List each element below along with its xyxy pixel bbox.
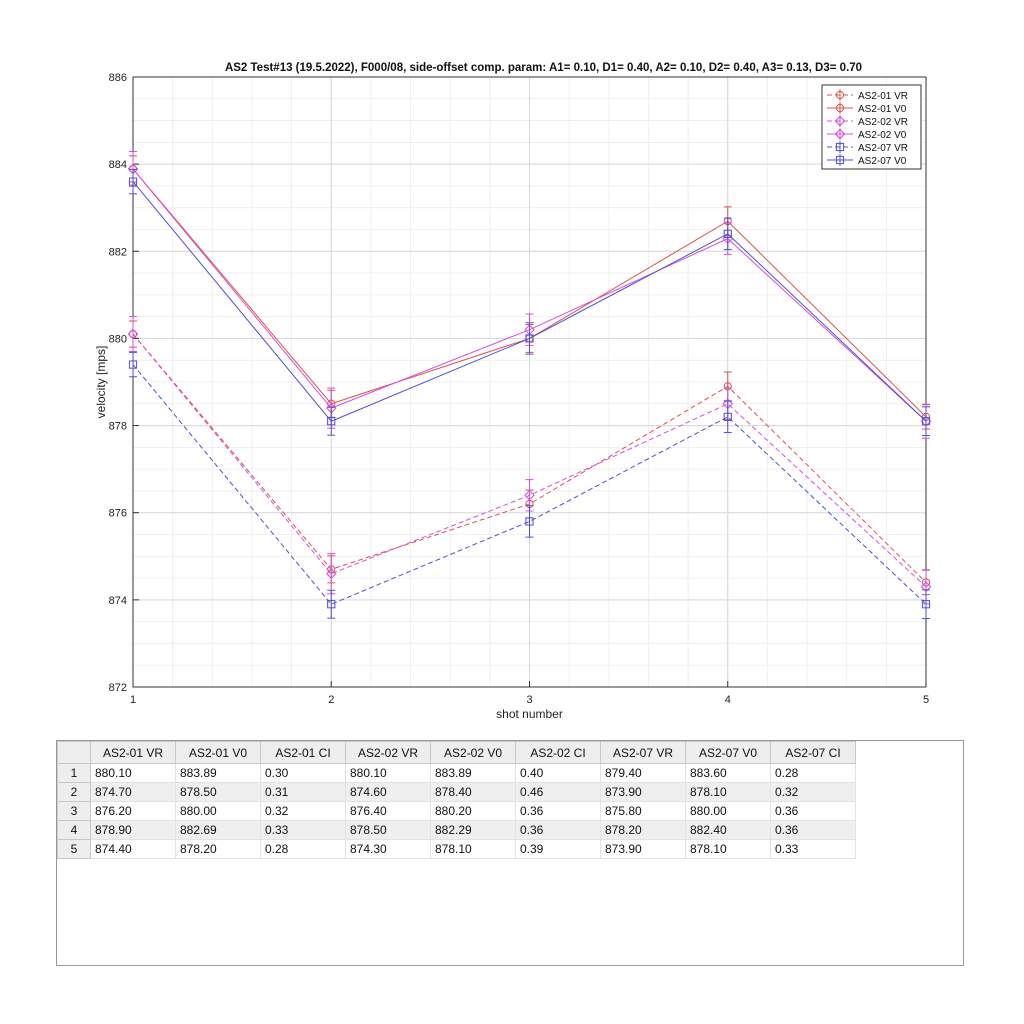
table-cell[interactable]: 883.89	[176, 764, 261, 783]
table-cell[interactable]: 0.36	[771, 802, 856, 821]
legend-label: AS2-01 VR	[858, 91, 909, 102]
row-header[interactable]: 3	[58, 802, 91, 821]
grid-lines	[133, 77, 926, 687]
table-cell[interactable]: 0.46	[516, 783, 601, 802]
table-cell[interactable]: 882.29	[431, 821, 516, 840]
legend-label: AS2-07 V0	[858, 156, 907, 167]
y-tick-label: 880	[108, 333, 127, 346]
x-axis-label: shot number	[496, 707, 563, 721]
table-cell[interactable]: 874.70	[91, 783, 176, 802]
y-tick-label: 882	[108, 246, 127, 259]
table-cell[interactable]: 0.32	[261, 802, 346, 821]
x-tick-label: 4	[724, 694, 731, 706]
legend	[822, 85, 921, 169]
table-cell[interactable]: 880.20	[431, 802, 516, 821]
legend-label: AS2-02 VR	[858, 117, 909, 128]
table-cell[interactable]: 875.80	[601, 802, 686, 821]
table-cell[interactable]: 878.10	[431, 840, 516, 859]
table-cell[interactable]: 878.90	[91, 821, 176, 840]
legend-label: AS2-07 VR	[858, 143, 909, 154]
y-tick-label: 874	[108, 594, 127, 607]
x-tick-label: 3	[526, 694, 533, 706]
table-cell[interactable]: 882.40	[686, 821, 771, 840]
y-tick-label: 884	[108, 159, 127, 172]
table-cell[interactable]: 876.20	[91, 802, 176, 821]
y-axis-label: velocity [mps]	[94, 345, 108, 419]
legend-label: AS2-02 V0	[858, 130, 907, 141]
table-cell[interactable]: 0.39	[516, 840, 601, 859]
column-header[interactable]: AS2-02 V0	[431, 742, 516, 764]
table-cell[interactable]: 0.30	[261, 764, 346, 783]
table-cell[interactable]: 874.40	[91, 840, 176, 859]
table-cell[interactable]: 878.50	[176, 783, 261, 802]
column-header[interactable]: AS2-01 VR	[91, 742, 176, 764]
row-header[interactable]: 2	[58, 783, 91, 802]
table-header-row	[58, 742, 856, 764]
column-header[interactable]: AS2-02 CI	[516, 742, 601, 764]
column-header[interactable]: AS2-07 CI	[771, 742, 856, 764]
table-cell[interactable]: 876.40	[346, 802, 431, 821]
table-cell[interactable]: 0.28	[261, 840, 346, 859]
y-tick-label: 878	[108, 420, 127, 433]
table-cell[interactable]: 0.32	[771, 783, 856, 802]
y-tick-label: 872	[108, 682, 127, 694]
table-cell[interactable]: 874.30	[346, 840, 431, 859]
table-cell[interactable]: 874.60	[346, 783, 431, 802]
table-cell[interactable]: 0.33	[261, 821, 346, 840]
table-cell[interactable]: 880.10	[91, 764, 176, 783]
table-cell[interactable]: 0.36	[771, 821, 856, 840]
table-cell[interactable]: 883.89	[431, 764, 516, 783]
x-tick-label: 1	[129, 694, 137, 706]
column-header[interactable]: AS2-01 CI	[261, 742, 346, 764]
row-header[interactable]: 5	[58, 840, 91, 859]
row-header[interactable]: 4	[58, 821, 91, 840]
table-cell[interactable]: 0.31	[261, 783, 346, 802]
table-row[interactable]	[58, 840, 856, 859]
table-cell[interactable]: 880.00	[686, 802, 771, 821]
y-tick-label: 886	[108, 72, 127, 84]
table-cell[interactable]: 879.40	[601, 764, 686, 783]
table-cell[interactable]: 0.28	[771, 764, 856, 783]
row-header[interactable]: 1	[58, 764, 91, 783]
table-cell[interactable]: 880.00	[176, 802, 261, 821]
table-row[interactable]	[58, 802, 856, 821]
column-header[interactable]: AS2-02 VR	[346, 742, 431, 764]
legend-label: AS2-01 V0	[858, 104, 907, 115]
table-cell[interactable]: 873.90	[601, 783, 686, 802]
table-cell[interactable]: 873.90	[601, 840, 686, 859]
table-cell[interactable]: 878.10	[686, 840, 771, 859]
x-tick-label: 2	[328, 694, 335, 706]
data-table-panel[interactable]	[56, 740, 964, 966]
table-cell[interactable]: 880.10	[346, 764, 431, 783]
column-header[interactable]: AS2-07 V0	[686, 742, 771, 764]
chart-title: AS2 Test#13 (19.5.2022), F000/08, side-offset comp. param: A1= 0.10, D1= 0.40, A2= 0.10, D2= 0.40, A3= 0.13, D3= 0.70	[224, 62, 863, 74]
table-cell[interactable]: 882.69	[176, 821, 261, 840]
table-cell[interactable]: 878.40	[431, 783, 516, 802]
column-header[interactable]: AS2-01 V0	[176, 742, 261, 764]
y-tick-label: 876	[108, 507, 127, 520]
table-row[interactable]	[58, 783, 856, 802]
data-table	[57, 741, 856, 859]
table-cell[interactable]: 878.20	[601, 821, 686, 840]
table-cell[interactable]: 0.36	[516, 802, 601, 821]
table-cell[interactable]: 0.40	[516, 764, 601, 783]
table-cell[interactable]: 0.36	[516, 821, 601, 840]
table-row[interactable]	[58, 821, 856, 840]
column-header[interactable]: AS2-07 VR	[601, 742, 686, 764]
table-cell[interactable]: 878.20	[176, 840, 261, 859]
x-tick-label: 5	[922, 694, 930, 706]
table-row[interactable]	[58, 764, 856, 783]
table-corner-cell	[58, 742, 91, 764]
table-cell[interactable]: 878.50	[346, 821, 431, 840]
table-cell[interactable]: 878.10	[686, 783, 771, 802]
table-cell[interactable]: 883.60	[686, 764, 771, 783]
table-cell[interactable]: 0.33	[771, 840, 856, 859]
